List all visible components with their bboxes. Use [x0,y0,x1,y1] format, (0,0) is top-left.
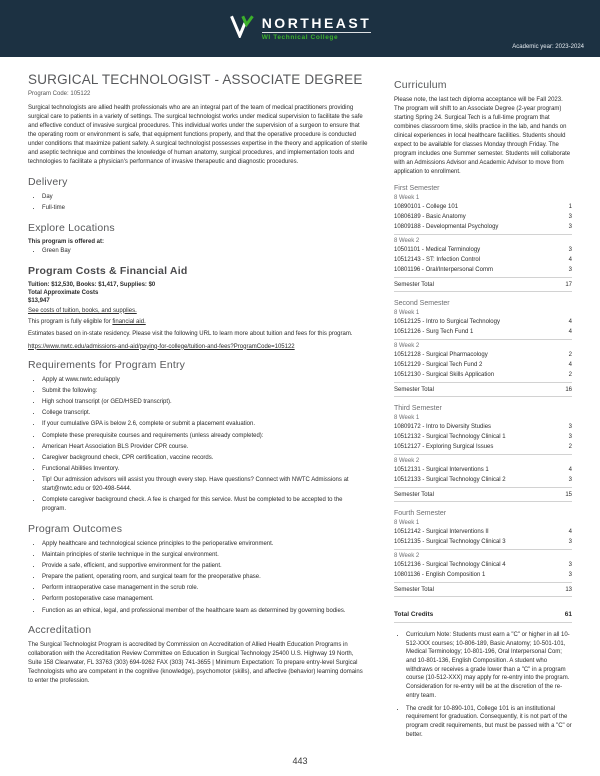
course-row [394,350,572,360]
course-row [394,212,572,222]
delivery-item: • Day [42,193,368,202]
course-name: 10512143 - ST: Infection Control [394,256,481,263]
financial-aid-link[interactable]: financial aid. [112,318,146,325]
see-costs-line [28,308,368,314]
course-list [394,422,572,452]
course-name: 10809172 - Intro to Diversity Studies [394,423,492,430]
see-costs-link[interactable]: See costs of tuition, books, and supplies. [28,307,137,314]
course-group [394,415,572,455]
course-row [394,265,572,275]
logo-title: NORTHEAST [261,14,372,31]
accreditation-heading: Accreditation [28,624,92,637]
semester-total-label: Semester Total [394,587,434,593]
semester-total [394,489,572,502]
requirements-list [28,376,368,514]
course-row [394,255,572,265]
semester-total-value: 17 [565,282,572,288]
requirement-item: • American Heart Association BLS Provider CPR course. [42,443,368,452]
course-credits: 3 [568,246,572,253]
course-row [394,560,572,570]
logo-subtitle: WI Technical College [262,32,372,42]
financial-aid-prefix: This program is fully eligible for [28,318,113,325]
curriculum-column [394,70,572,743]
semester-third [394,405,572,502]
semester-total-value: 16 [565,387,572,393]
semester-title: Third Semester [394,405,442,412]
course-name: 10890101 - College 101 [394,203,459,210]
course-credits: 3 [568,476,572,483]
course-row [394,475,572,485]
course-name: 10512131 - Surgical Interventions 1 [394,466,489,473]
page-title: SURGICAL TECHNOLOGIST - ASSOCIATE DEGREE [28,72,363,87]
course-credits: 3 [568,571,572,578]
course-list [394,317,572,337]
session-label: 8 Week 1 [394,195,420,201]
course-name: 10512125 - Intro to Surgical Technology [394,318,500,325]
course-credits: 2 [568,351,572,358]
total-costs-value: $13,947 [28,297,50,304]
delivery-heading: Delivery [28,176,68,188]
curriculum-note: • The credit for 10-890-101, College 101 is an institutional requirement for graduation. Consequently, it is not part of the program credit requirements, but must be passed with a "C" or better. [406,705,572,740]
page-number: 443 [292,756,308,766]
course-name: 10809188 - Developmental Psychology [394,223,499,230]
course-group [394,458,572,488]
session-label: 8 Week 2 [394,343,420,349]
header-bar [0,0,600,57]
semester-total-label: Semester Total [394,387,434,393]
locations-list [28,247,368,256]
course-group [394,343,572,383]
course-name: 10806189 - Basic Anatomy [394,213,466,220]
main-column [28,70,368,743]
course-name: 10801136 - English Composition 1 [394,571,486,578]
course-credits: 4 [568,528,572,535]
course-group [394,238,572,278]
nwtc-logo-icon [229,14,255,43]
semester-total [394,584,572,597]
semester-total [394,279,572,292]
requirement-item: • Complete caregiver background check. A fee is charged for this service. Must be completed to be accepted to the program. [42,496,368,513]
outcome-item: • Provide a safe, efficient, and supportive environment for the patient. [42,562,368,571]
course-list [394,245,572,275]
course-name: 10512128 - Surgical Pharmacology [394,351,488,358]
outcome-item: • Perform intraoperative case management in the scrub role. [42,584,368,593]
course-name: 10501101 - Medical Terminology [394,246,481,253]
semester-first [394,185,572,292]
course-credits: 3 [568,538,572,545]
course-credits: 1 [568,203,572,210]
session-label: 8 Week 1 [394,520,420,526]
course-credits: 3 [568,223,572,230]
session-label: 8 Week 2 [394,458,420,464]
program-intro: Surgical technologists are allied health professionals who are an integral part of the team of medical practitioners providing surgical care to patients in a variety of settings. The surgical technologist works under medical supervision to facilitate the safe and effective conduct of invasive surgical procedures. This individual works under the supervision of a surgeon to ensure that the operating room or environment is safe, that equipment functions properly, and that the operative procedure is conducted under conditions that maximize patient safety. A surgical technologist possesses expertise in the theory and application of sterile and aseptic technique and combines the knowledge of human anatomy, surgical procedures, and implementation tools and technologies to facilitate a physician's performance of invasive therapeutic and diagnostic procedures. [28,105,368,165]
course-group [394,520,572,550]
semester-second [394,300,572,397]
course-credits: 4 [568,256,572,263]
semester-title: Second Semester [394,300,450,307]
course-credits: 4 [568,328,572,335]
requirements-heading: Requirements for Program Entry [28,358,186,371]
course-credits: 2 [568,371,572,378]
session-label: 8 Week 2 [394,238,420,244]
course-credits: 3 [568,213,572,220]
course-row [394,527,572,537]
course-credits: 4 [568,466,572,473]
curriculum-notes [394,631,572,739]
requirement-item: • If your cumulative GPA is below 2.6, complete or submit a placement evaluation. [42,420,368,429]
course-credits: 3 [568,423,572,430]
course-name: 10512130 - Surgical Skills Application [394,371,495,378]
page-footer [0,756,600,766]
course-credits: 3 [568,561,572,568]
requirement-item: • Apply at www.nwtc.edu/apply [42,376,368,385]
outcome-item: • Prepare the patient, operating room, and surgical team for the preoperative phase. [42,573,368,582]
semester-title: First Semester [394,185,440,192]
course-name: 10512126 - Surg Tech Fund 1 [394,328,474,335]
nwtc-logo [229,14,372,43]
course-row [394,370,572,380]
location-item: • Green Bay [42,247,368,256]
course-row [394,327,572,337]
costs-heading: Program Costs & Financial Aid [28,264,188,277]
semester-total-value: 15 [565,492,572,498]
course-list [394,350,572,380]
requirement-item: • Complete these prerequisite courses and requirements (unless already completed): [42,432,368,441]
course-credits: 4 [568,361,572,368]
semester-total-label: Semester Total [394,492,434,498]
course-credits: 4 [568,318,572,325]
course-credits: 3 [568,433,572,440]
course-list [394,527,572,547]
course-list [394,560,572,580]
course-row [394,317,572,327]
course-credits: 2 [568,443,572,450]
session-label: 8 Week 1 [394,310,420,316]
course-row [394,222,572,232]
course-row [394,465,572,475]
financial-aid-line [28,319,368,325]
course-group [394,553,572,583]
outcome-item: • Apply healthcare and technological science principles to the perioperative environment. [42,540,368,549]
course-name: 10512132 - Surgical Technology Clinical 1 [394,433,506,440]
course-credits: 3 [568,266,572,273]
requirement-item: • College transcript. [42,409,368,418]
session-label: 8 Week 1 [394,415,420,421]
tuition-url-link[interactable]: https://www.nwtc.edu/admissions-and-aid/paying-for-college/tuition-and-fees?ProgramCode=105122 [28,343,295,350]
semester-fourth [394,510,572,597]
program-code: Program Code: 105122 [28,91,91,97]
requirement-item: • Functional Abilities Inventory. [42,465,368,474]
course-group [394,195,572,235]
session-label: 8 Week 2 [394,553,420,559]
semester-total-label: Semester Total [394,282,434,288]
course-name: 10801196 - Oral/Interpersonal Comm [394,266,493,273]
course-name: 10512133 - Surgical Technology Clinical 2 [394,476,506,483]
course-name: 10512135 - Surgical Technology Clinical 3 [394,538,506,545]
requirement-item: • Submit the following: [42,387,368,396]
course-row [394,570,572,580]
locations-heading: Explore Locations [28,221,115,234]
course-row [394,537,572,547]
course-list [394,465,572,485]
course-row [394,202,572,212]
offered-at-label: This program is offered at: [28,238,105,245]
tuition-url-line [28,344,368,350]
semester-title: Fourth Semester [394,510,447,517]
semester-total-value: 13 [565,587,572,593]
logo-text [262,16,372,42]
course-name: 10512129 - Surgical Tech Fund 2 [394,361,483,368]
total-credits-label: Total Credits [394,611,434,618]
course-name: 10512136 - Surgical Technology Clinical 4 [394,561,506,568]
course-row [394,432,572,442]
course-row [394,442,572,452]
tuition-line: Tuition: $12,530, Books: $1,417, Supplies: $0 [28,281,156,288]
estimate-note: Estimates based on in-state residency. Please visit the following URL to learn more about tuition and fees for this program. [28,330,353,337]
outcome-item: • Function as an ethical, legal, and professional member of the healthcare team as determined by governing bodies. [42,607,368,616]
requirement-item: • High school transcript (or GED/HSED transcript). [42,398,368,407]
course-row [394,422,572,432]
course-name: 10512142 - Surgical Interventions II [394,528,489,535]
outcomes-list [28,540,368,616]
course-name: 10512127 - Exploring Surgical Issues [394,443,494,450]
total-costs-label: Total Approximate Costs [28,289,99,296]
delivery-list [28,193,368,213]
course-group [394,310,572,340]
delivery-item: • Full-time [42,204,368,213]
course-list [394,202,572,232]
course-row [394,245,572,255]
requirement-item: • Caregiver background check, CPR certification, vaccine records. [42,454,368,463]
academic-year-label: Academic year: 2023-2024 [512,44,584,50]
requirement-item: • Tip! Our admission advisors will assist you through every step. Have questions? Connect with NWTC Admissions at start@nwtc.edu or 920-498-5444. [42,476,368,493]
total-credits-value: 61 [564,611,572,618]
outcomes-heading: Program Outcomes [28,522,123,535]
curriculum-intro: Please note, the last tech diploma acceptance will be Fall 2023. The program will shift to an Associate Degree (2-year program) starting Spring 24. Surgical Tech is a full-time program that combines classroom time, skills practice in the lab, and hands on clinical experiences in local healthcare facilities. Students should expect to be available for classes Monday through Friday. The program includes one Summer semester. Students will collaborate with an Admissions Advisor and Academic Advisor to move from application to enrollment. [394,97,571,175]
curriculum-heading: Curriculum [394,79,447,91]
content-area [0,57,600,743]
outcome-item: • Perform postoperative case management. [42,595,368,604]
accreditation-body: The Surgical Technologist Program is accredited by Commission on Accreditation of Allied Health Education Programs in collaboration with the Accreditation Review Committee on Education in Surgical Technology 25400 U.S. Highway 19 North, Suite 158 Clearwater, FL 33763 (303) 694-9262 FAX (303) 741-3655 | Minimum Expectation: To prepare entry-level Surgical Technologists who are competent in the cognitive (knowledge), psychomotor (skills), and affective (behavior) learning domains to enter the profession. [28,642,363,685]
outcome-item: • Maintain principles of sterile technique in the surgical environment. [42,551,368,560]
course-row [394,360,572,370]
semester-total [394,384,572,397]
total-credits-row [394,607,572,623]
curriculum-note: • Curriculum Note: Students must earn a "C" or higher in all 10-512-XXX courses; 10-806-189, Basic Anatomy; 10-501-101, Medical Terminology; 10-801-196, Oral Interpersonal Com; and 10-801-136, English Composition. A student who withdraws or receives a grade lower than a "C" in a program course (10-512-XXX) may apply for re-entry into the program. Consideration for re-entry will be at the discretion of the re-entry team. [406,631,572,701]
